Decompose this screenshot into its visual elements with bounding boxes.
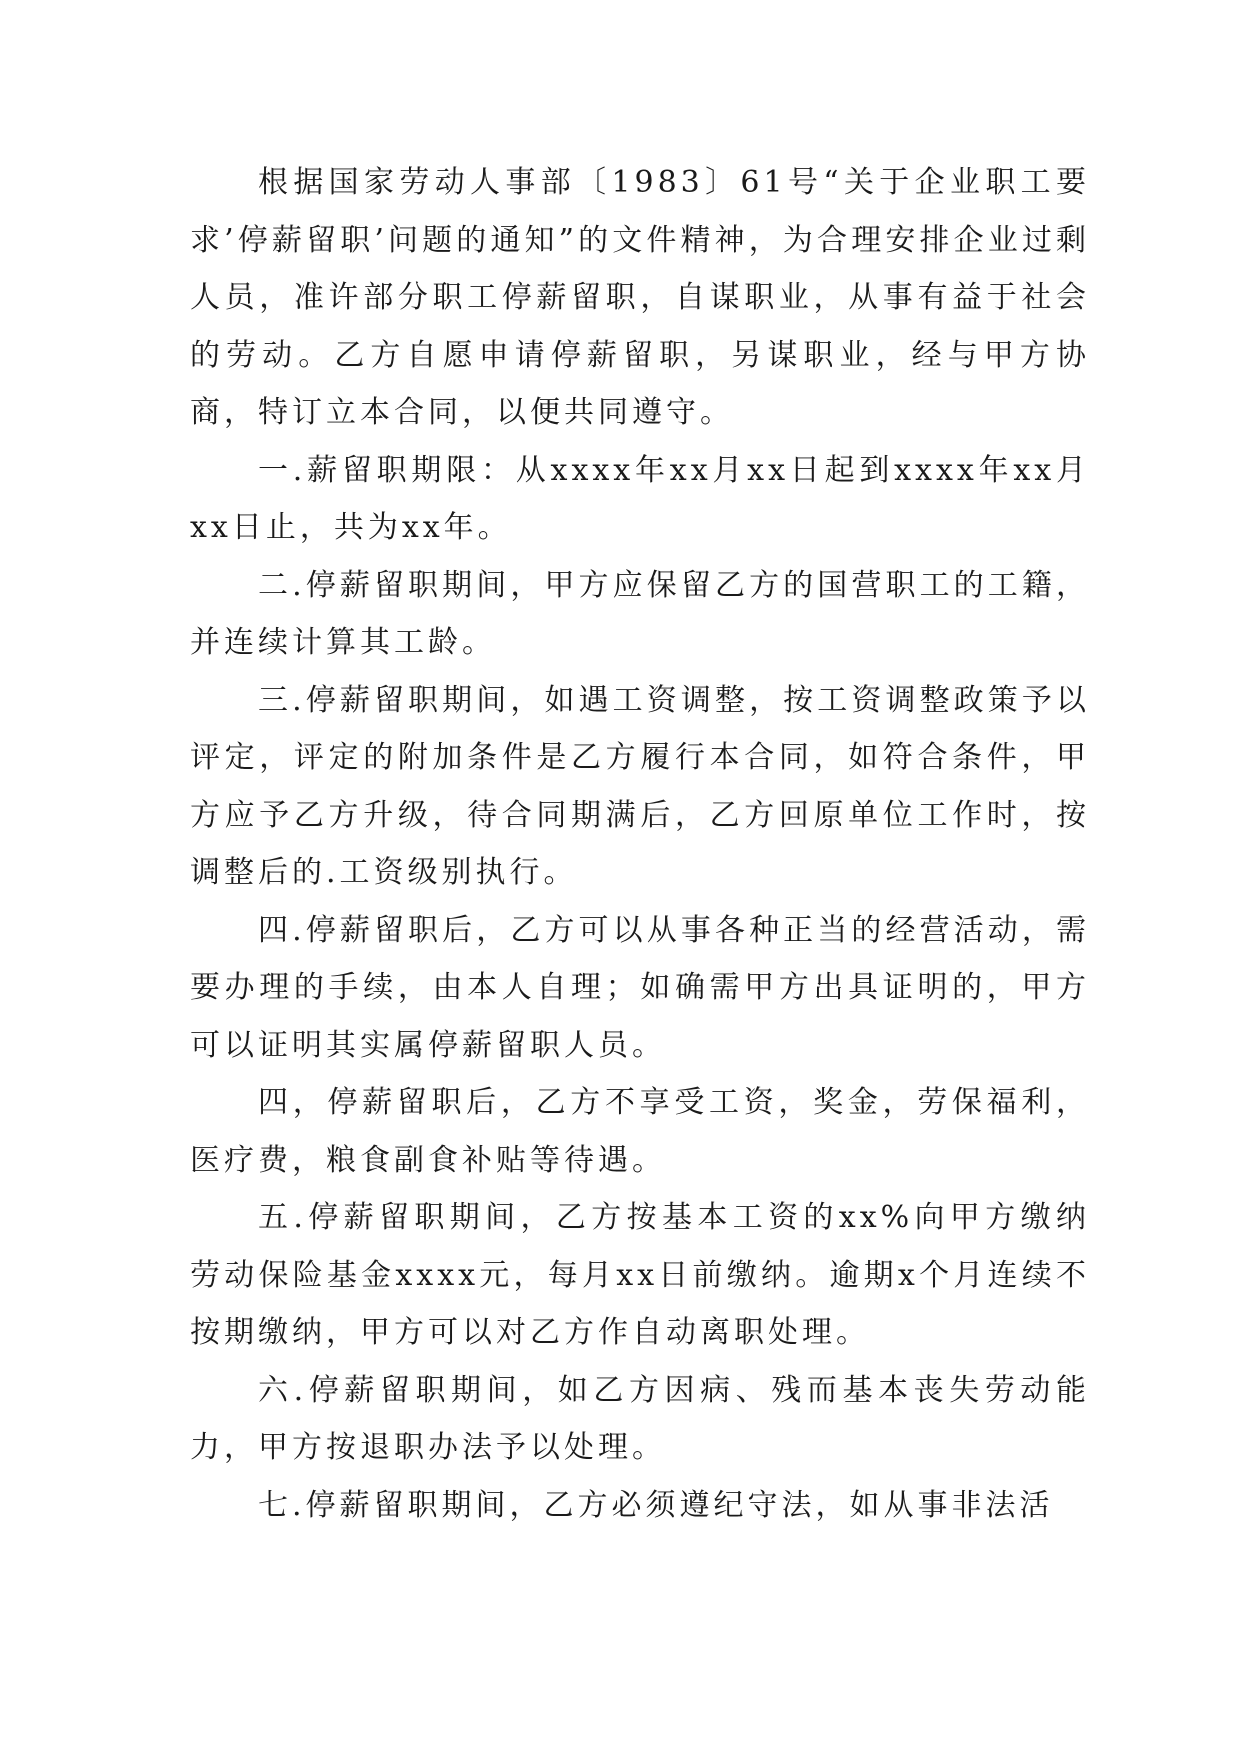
paragraph-clause-1: 一.薪留职期限：从xxxx年xx月xx日起到xxxx年xx月xx日止，共为xx年。 xyxy=(190,452,1090,545)
paragraph-clause-6: 六.停薪留职期间，如乙方因病、残而基本丧失劳动能力，甲方按退职办法予以处理。 xyxy=(190,1372,1090,1465)
paragraph-clause-4b: 四，停薪留职后，乙方不享受工资，奖金，劳保福利，医疗费，粮食副食补贴等待遇。 xyxy=(190,1085,1090,1178)
paragraph-clause-5: 五.停薪留职期间，乙方按基本工资的xx%向甲方缴纳劳动保险基金xxxx元，每月xx日前缴纳。逾期x个月连续不按期缴纳，甲方可以对乙方作自动离职处理。 xyxy=(190,1200,1090,1350)
paragraph-preamble: 根据国家劳动人事部〔1983〕61号“关于企业职工要求’停薪留职’问题的通知”的文件精神，为合理安排企业过剩人员，准许部分职工停薪留职，自谋职业，从事有益于社会的劳动。乙方自愿申请停薪留职，另谋职业，经与甲方协商，特订立本合同，以便共同遵守。 xyxy=(190,165,1090,430)
paragraph-clause-3: 三.停薪留职期间，如遇工资调整，按工资调整政策予以评定，评定的附加条件是乙方履行本合同，如符合条件，甲方应予乙方升级，待合同期满后，乙方回原单位工作时，按调整后的.工资级别执行。 xyxy=(190,682,1090,890)
document-body xyxy=(190,154,1090,1534)
paragraph-clause-4: 四.停薪留职后，乙方可以从事各种正当的经营活动，需要办理的手续，由本人自理；如确需甲方出具证明的，甲方可以证明其实属停薪留职人员。 xyxy=(190,912,1090,1063)
paragraph-clause-2: 二.停薪留职期间，甲方应保留乙方的国营职工的工籍，并连续计算其工龄。 xyxy=(190,567,1090,660)
paragraph-clause-7: 七.停薪留职期间，乙方必须遵纪守法，如从事非法活 xyxy=(258,1487,1054,1523)
